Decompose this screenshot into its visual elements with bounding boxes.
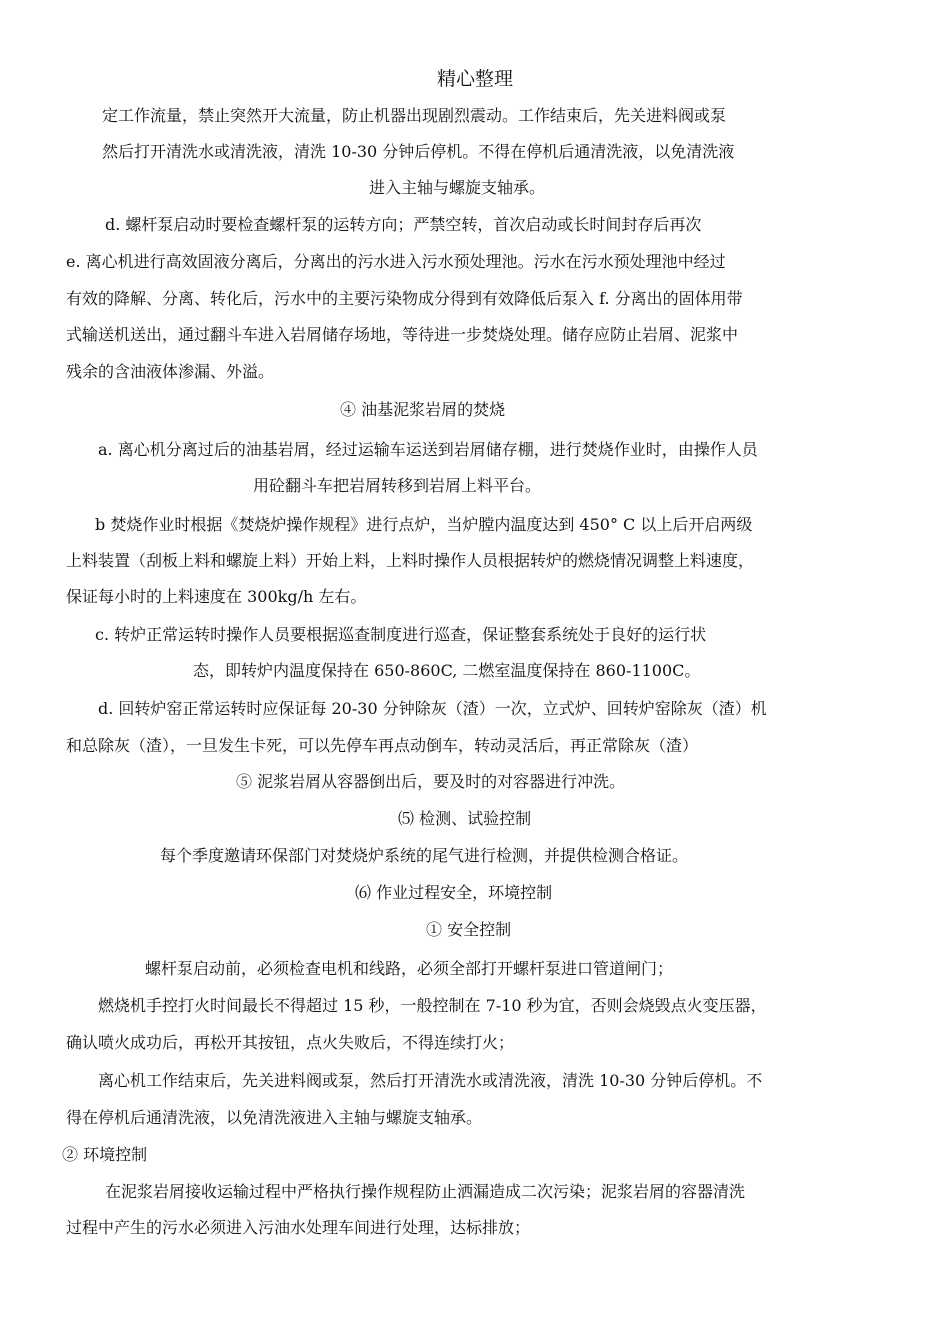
paragraph-line: 离心机工作结束后，先关进料阀或泵，然后打开清洗水或清洗液，清洗 10-30 分钟后停机。不 [98, 1071, 763, 1090]
paragraph-line: 用砼翻斗车把岩屑转移到岩屑上料平台。 [253, 476, 542, 495]
paragraph-line: 过程中产生的污水必须进入污油水处理车间进行处理，达标排放； [66, 1218, 531, 1237]
paragraph-line: d. 回转炉窑正常运转时应保证每 20-30 分钟除灰（渣）一次，立式炉、回转炉窑除灰（渣）机 [98, 699, 767, 718]
paragraph-line: 残余的含油液体渗漏、外溢。 [66, 362, 275, 381]
paragraph-line: 保证每小时的上料速度在 300kg/h 左右。 [66, 587, 367, 606]
paragraph-line: 和总除灰（渣），一旦发生卡死，可以先停车再点动倒车，转动灵活后，再正常除灰（渣） [66, 736, 699, 755]
section-heading: ⑤ 泥浆岩屑从容器倒出后，要及时的对容器进行冲洗。 [236, 772, 626, 791]
section-heading: ① 安全控制 [426, 920, 512, 939]
page-title: 精心整理 [436, 68, 513, 90]
paragraph-line: 上料装置（刮板上料和螺旋上料）开始上料，上料时操作人员根据转炉的燃烧情况调整上料速度， [66, 551, 755, 570]
paragraph-line: b 焚烧作业时根据《焚烧炉操作规程》进行点炉，当炉膛内温度达到 450° C 以上后开启两级 [95, 515, 753, 534]
paragraph-line: 在泥浆岩屑接收运输过程中严格执行操作规程防止洒漏造成二次污染；泥浆岩屑的容器清洗 [105, 1182, 746, 1201]
paragraph-line: 然后打开清洗水或清洗液，清洗 10-30 分钟后停机。不得在停机后通清洗液，以免清洗液 [102, 142, 735, 161]
paragraph-line: 确认喷火成功后，再松开其按钮，点火失败后，不得连续打火； [66, 1033, 515, 1052]
section-heading: ② 环境控制 [62, 1145, 148, 1164]
paragraph-line: 燃烧机手控打火时间最长不得超过 15 秒，一般控制在 7-10 秒为宜，否则会烧毁点火变压器， [98, 996, 767, 1015]
paragraph-line: 定工作流量，禁止突然开大流量，防止机器出现剧烈震动。工作结束后，先关进料阀或泵 [102, 106, 727, 125]
paragraph-line: a. 离心机分离过后的油基岩屑，经过运输车运送到岩屑储存棚，进行焚烧作业时，由操作人员 [98, 440, 758, 459]
section-heading: ⑸ 检测、试验控制 [398, 809, 532, 828]
paragraph-line: c. 转炉正常运转时操作人员要根据巡查制度进行巡查，保证整套系统处于良好的运行状 [95, 625, 707, 644]
paragraph-line: 得在停机后通清洗液，以免清洗液进入主轴与螺旋支轴承。 [66, 1108, 483, 1127]
section-heading: ④ 油基泥浆岩屑的焚烧 [340, 400, 506, 419]
paragraph-line: 式输送机送出，通过翻斗车进入岩屑储存场地，等待进一步焚烧处理。储存应防止岩屑、泥浆中 [66, 325, 739, 344]
paragraph-line: 进入主轴与螺旋支轴承。 [369, 178, 546, 197]
paragraph-line: e. 离心机进行高效固液分离后，分离出的污水进入污水预处理池。污水在污水预处理池中经过 [66, 252, 726, 271]
paragraph-line: 有效的降解、分离、转化后，污水中的主要污染物成分得到有效降低后泵入 f. 分离出的固体用带 [66, 289, 743, 308]
paragraph-line: d. 螺杆泵启动时要检查螺杆泵的运转方向；严禁空转，首次启动或长时间封存后再次 [105, 215, 702, 234]
paragraph-line: 态，即转炉内温度保持在 650-860C, 二燃室温度保持在 860-1100C。 [193, 661, 701, 680]
paragraph-line: 螺杆泵启动前，必须检查电机和线路，必须全部打开螺杆泵进口管道闸门； [145, 959, 674, 978]
paragraph-line: 每个季度邀请环保部门对焚烧炉系统的尾气进行检测，并提供检测合格证。 [160, 846, 689, 865]
section-heading: ⑹ 作业过程安全，环境控制 [355, 883, 553, 902]
